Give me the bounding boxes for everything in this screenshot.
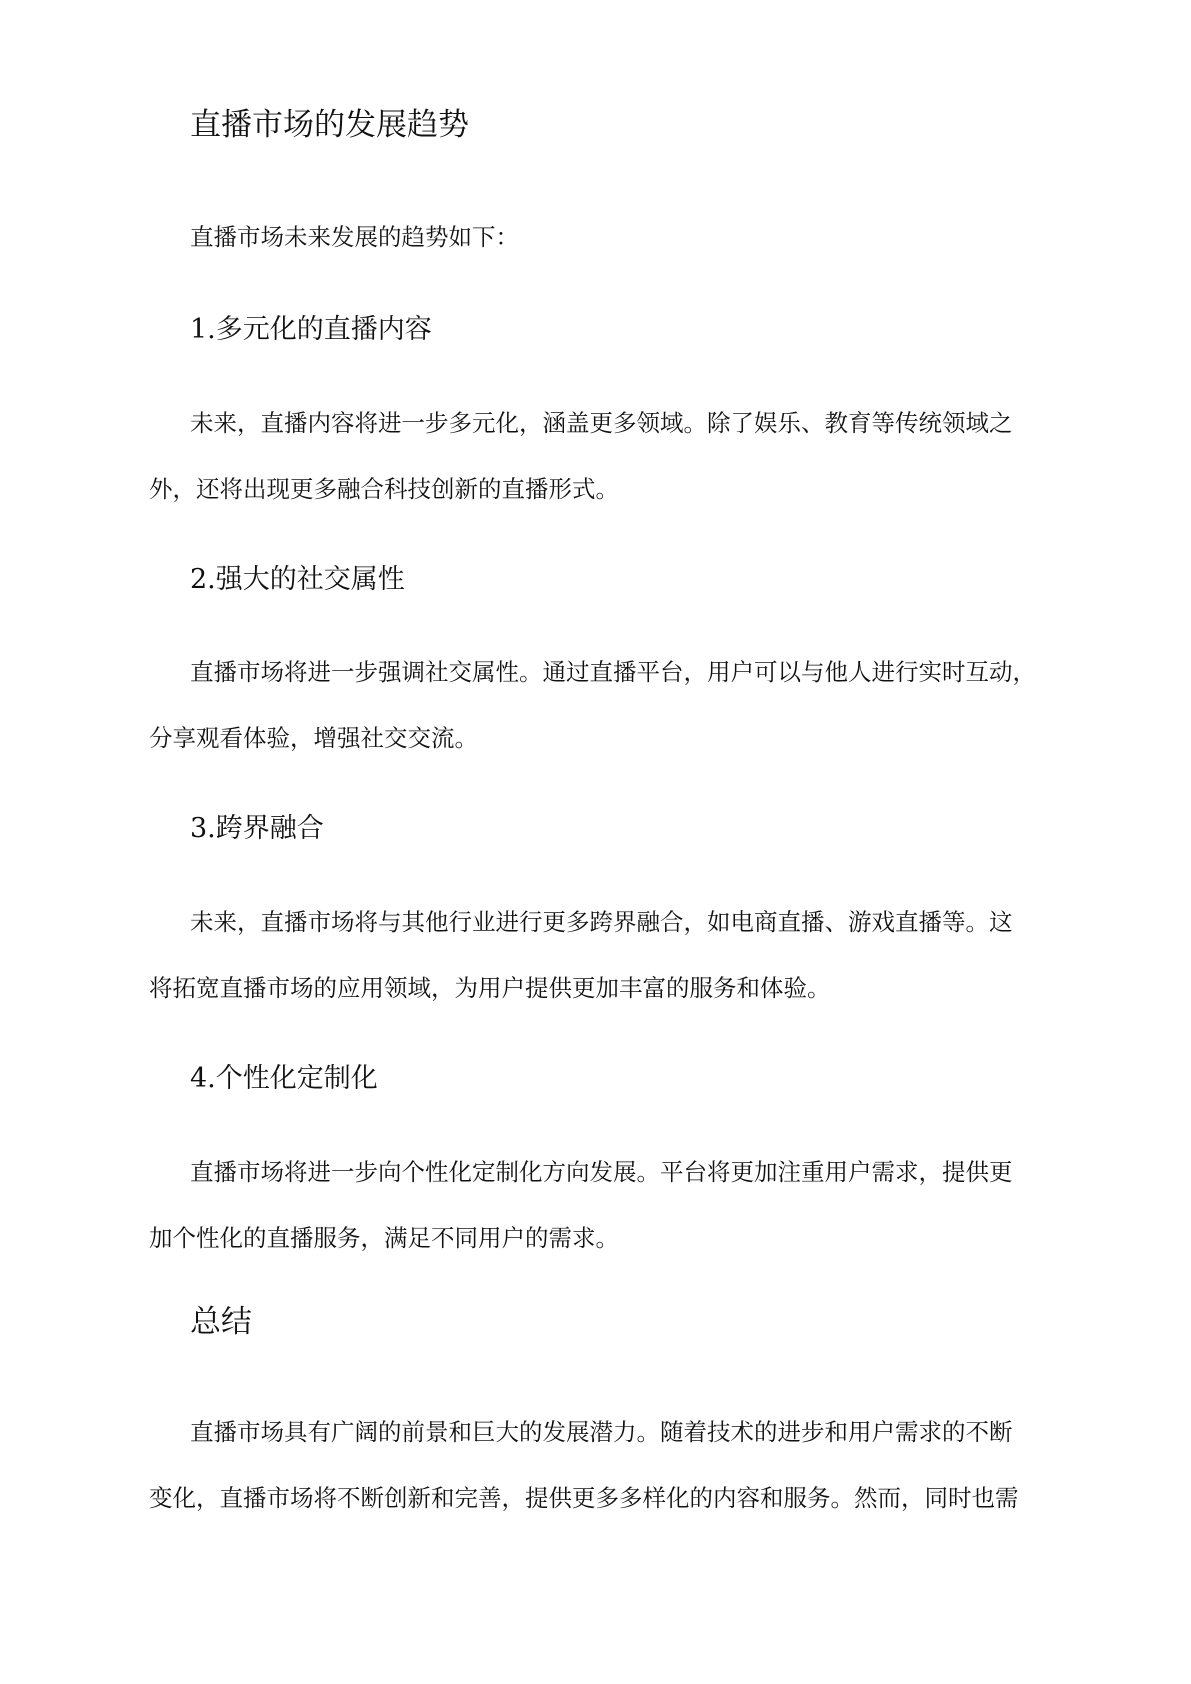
- section-heading-1: 1.多元化的直播内容: [190, 314, 432, 345]
- paragraph-line: 直播市场将进一步向个性化定制化方向发展。平台将更加注重用户需求，提供更: [190, 1158, 1013, 1186]
- document-title: 直播市场的发展趋势: [190, 107, 469, 143]
- paragraph-line: 直播市场具有广阔的前景和巨大的发展潜力。随着技术的进步和用户需求的不断: [190, 1418, 1013, 1446]
- paragraph-line: 加个性化的直播服务，满足不同用户的需求。: [149, 1224, 619, 1252]
- paragraph-line: 将拓宽直播市场的应用领域，为用户提供更加丰富的服务和体验。: [149, 974, 831, 1002]
- paragraph-line: 分享观看体验，增强社交交流。: [149, 724, 478, 752]
- summary-heading: 总结: [190, 1304, 252, 1340]
- intro-paragraph: 直播市场未来发展的趋势如下：: [190, 223, 519, 251]
- paragraph-line: 直播市场将进一步强调社交属性。通过直播平台，用户可以与他人进行实时互动，: [190, 658, 1036, 686]
- paragraph-line: 变化，直播市场将不断创新和完善，提供更多多样化的内容和服务。然而，同时也需: [149, 1484, 1019, 1512]
- section-heading-2: 2.强大的社交属性: [190, 564, 405, 595]
- section-heading-3: 3.跨界融合: [190, 813, 324, 844]
- paragraph-line: 外，还将出现更多融合科技创新的直播形式。: [149, 475, 619, 503]
- paragraph-line: 未来，直播内容将进一步多元化，涵盖更多领域。除了娱乐、教育等传统领域之: [190, 409, 1013, 437]
- paragraph-line: 未来，直播市场将与其他行业进行更多跨界融合，如电商直播、游戏直播等。这: [190, 908, 1013, 936]
- section-heading-4: 4.个性化定制化: [190, 1063, 378, 1094]
